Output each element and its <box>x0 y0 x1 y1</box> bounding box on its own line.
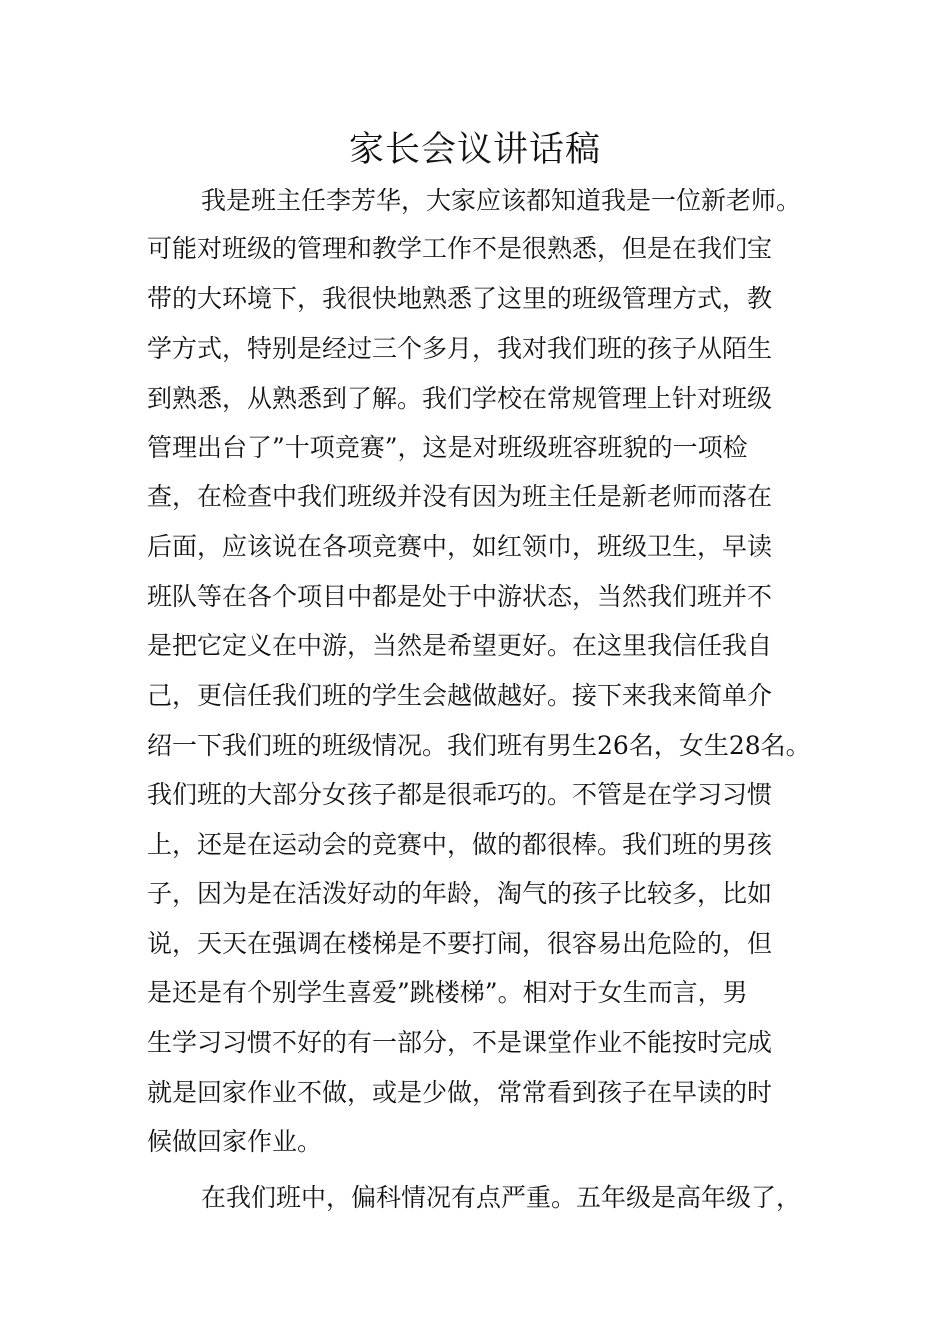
paragraph-line: 我们班的大部分女孩子都是很乖巧的。不管是在学习习惯 <box>147 780 773 809</box>
paragraph-line: 学方式，特别是经过三个多月，我对我们班的孩子从陌生 <box>147 334 773 363</box>
paragraph-line: 班队等在各个项目中都是处于中游状态，当然我们班并不 <box>147 582 773 611</box>
paragraph-line: 在我们班中，偏科情况有点严重。五年级是高年级了， <box>201 1183 802 1212</box>
paragraph-line: 到熟悉，从熟悉到了解。我们学校在常规管理上针对班级 <box>147 384 773 413</box>
paragraph-line: 带的大环境下，我很快地熟悉了这里的班级管理方式，教 <box>147 284 773 313</box>
paragraph-line: 上，还是在运动会的竞赛中，做的都很棒。我们班的男孩 <box>147 830 773 859</box>
document-title: 家长会议讲话稿 <box>348 130 601 170</box>
paragraph-line: 查，在检查中我们班级并没有因为班主任是新老师而落在 <box>147 482 773 511</box>
paragraph-line: 就是回家作业不做，或是少做，常常看到孩子在早读的时 <box>147 1078 773 1107</box>
paragraph-line: 是把它定义在中游，当然是希望更好。在这里我信任我自 <box>147 631 773 660</box>
paragraph-line: 说，天天在强调在楼梯是不要打闹，很容易出危险的，但 <box>147 929 773 958</box>
paragraph-line: 绍一下我们班的班级情况。我们班有男生26名，女生28名。 <box>147 731 811 760</box>
paragraph-line: 可能对班级的管理和教学工作不是很熟悉，但是在我们宝 <box>147 234 773 263</box>
paragraph-line: 己，更信任我们班的学生会越做越好。接下来我来简单介 <box>147 681 773 710</box>
paragraph-line: 子，因为是在活泼好动的年龄，淘气的孩子比较多，比如 <box>147 879 773 908</box>
paragraph-line: 我是班主任李芳华，大家应该都知道我是一位新老师。 <box>201 186 802 215</box>
paragraph-line: 管理出台了”十项竞赛”，这是对班级班容班貌的一项检 <box>147 433 748 462</box>
paragraph-line: 候做回家作业。 <box>147 1127 323 1156</box>
paragraph-line: 是还是有个别学生喜爱”跳楼梯”。相对于女生而言，男 <box>147 978 748 1007</box>
paragraph-line: 后面，应该说在各项竞赛中，如红领巾，班级卫生，早读 <box>147 532 773 561</box>
paragraph-line: 生学习习惯不好的有一部分，不是课堂作业不能按时完成 <box>147 1028 773 1057</box>
